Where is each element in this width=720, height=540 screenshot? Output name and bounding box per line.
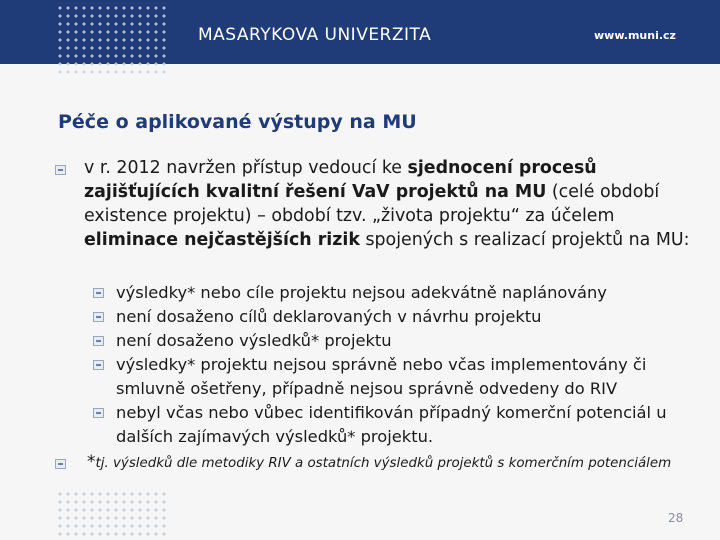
sub-bullet-item: není dosaženo cílů deklarovaných v návrhu projektu: [116, 307, 542, 326]
main-text-bold: eliminace nejčastějších rizik: [84, 230, 360, 250]
footnote-star: *: [87, 452, 96, 472]
sub-bullet-icon: [93, 336, 104, 346]
main-text-bold: sjednocení procesů zajišťujících kvalitní řešení VaV projektů na MU: [84, 158, 597, 202]
footnote: [87, 452, 671, 472]
slide-title: Péče o aplikované výstupy na MU: [58, 111, 417, 133]
university-name: MASARYKOVA UNIVERZITA: [198, 25, 432, 45]
footnote-text: tj. výsledků dle metodiky RIV a ostatních výsledků projektů s komerčním potenciálem: [95, 456, 672, 471]
sub-bullet-icon: [93, 288, 104, 298]
sub-bullet-item: není dosaženo výsledků* projektu: [116, 331, 392, 350]
main-bullet-icon: [55, 165, 66, 175]
website-url: www.muni.cz: [594, 29, 676, 42]
sub-bullet-item: výsledky* nebo cíle projektu nejsou adekvátně naplánovány: [116, 283, 607, 302]
main-text-part: (celé období existence projektu) – období tzv. „života projektu“ za účelem: [84, 182, 660, 226]
footer-dot-pattern: [56, 490, 166, 536]
sub-bullet-item: výsledky* projektu nejsou správně nebo včas implementovány či smluvně ošetřeny, případně nejsou správně odvedeny do RIV: [116, 355, 647, 398]
main-bullet-text: [84, 156, 694, 252]
sub-bullet-list: [116, 281, 706, 449]
sub-bullet-icon: [93, 408, 104, 418]
note-bullet-icon: [55, 459, 66, 469]
page-number: 28: [668, 511, 684, 525]
main-text-part: spojených s realizací projektů na MU:: [359, 230, 690, 250]
sub-bullet-icon: [93, 360, 104, 370]
logo-dot-pattern: [56, 4, 166, 78]
main-text-part: v r. 2012 navržen přístup vedoucí ke: [84, 158, 408, 178]
sub-bullet-icon: [93, 312, 104, 322]
sub-bullet-item: nebyl včas nebo vůbec identifikován případný komerční potenciál u dalších zajímavých výsledků* projektu.: [116, 403, 667, 446]
header-bar: [0, 0, 720, 64]
